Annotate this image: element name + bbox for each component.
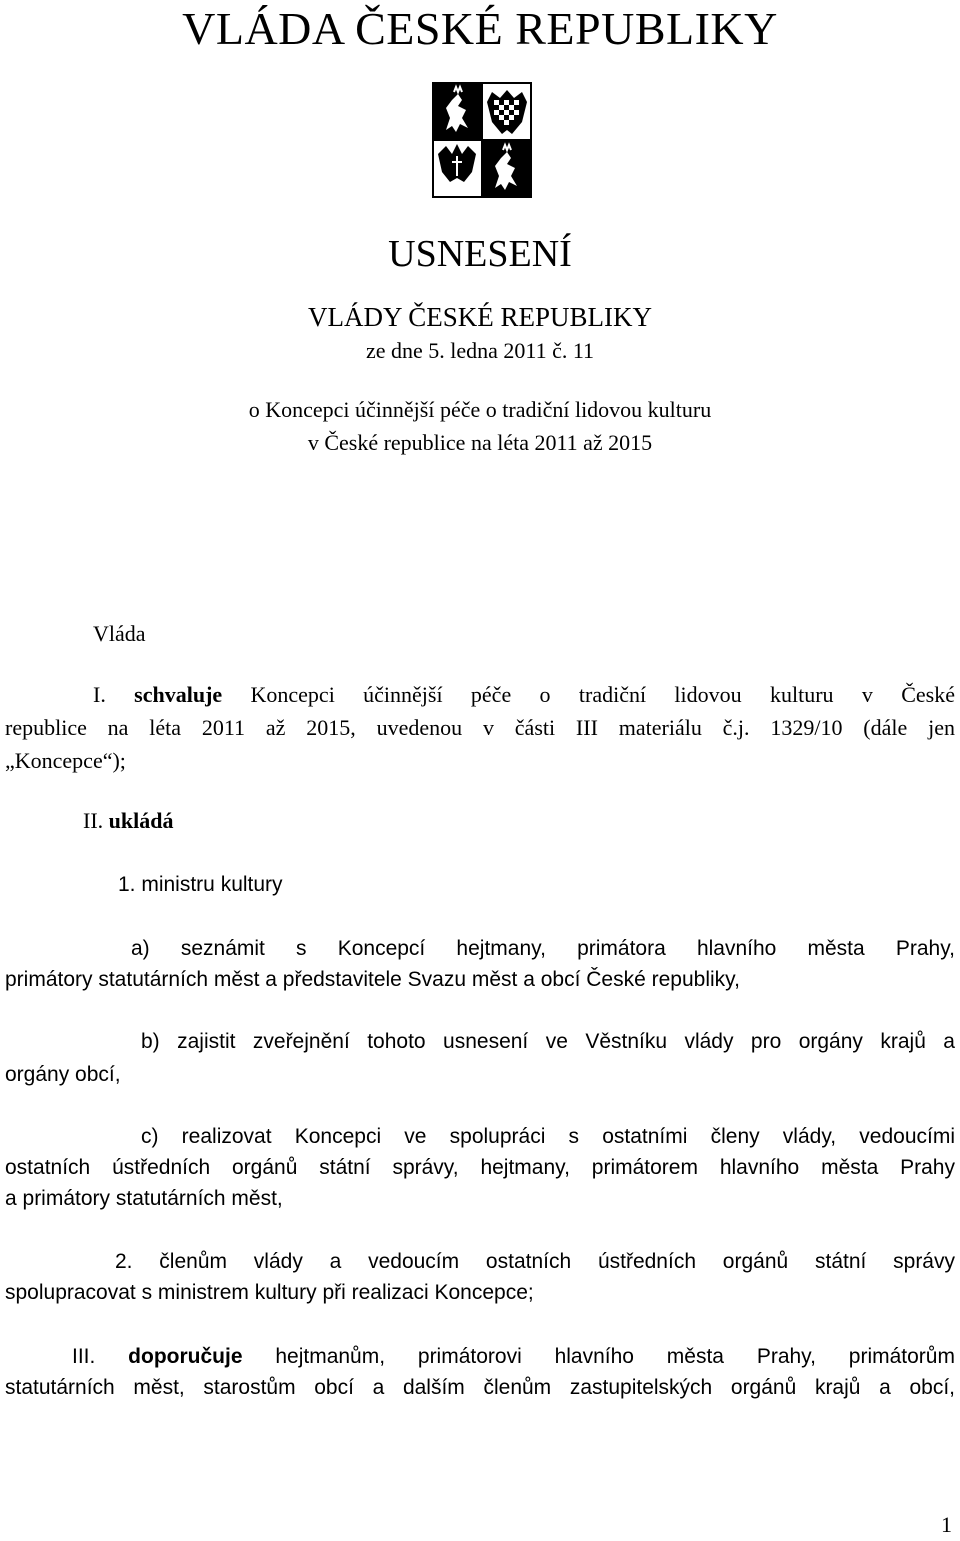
section-ii-c-line-1: c) realizovat Koncepci ve spolupráci s ostatními členy vlády, vedoucími xyxy=(141,1125,955,1148)
section-ii-b-line-1: b) zajistit zveřejnění tohoto usnesení ve Věstníku vlády pro orgány krajů a xyxy=(141,1030,955,1053)
section-ii-item-2-line-2: spolupracovat s ministrem kultury při realizaci Koncepce; xyxy=(5,1281,534,1304)
section-ii-c-line-2: ostatních ústředních orgánů státní správy, hejtmany, primátorem hlavního města Prahy xyxy=(5,1156,955,1179)
section-i-line-1 xyxy=(93,682,955,708)
resolution-date-line: ze dne 5. ledna 2011 č. 11 xyxy=(365,338,595,363)
section-ii-item-2-line-1: 2. členům vlády a vedoucím ostatních ústředních orgánů státní správy xyxy=(115,1250,955,1273)
page-number: 1 xyxy=(941,1512,952,1537)
section-ii-c-line-3: a primátory statutárních měst, xyxy=(5,1187,283,1210)
section-iii-verb: doporučuje xyxy=(128,1345,243,1368)
section-iii-line-1 xyxy=(72,1345,955,1369)
section-i-number: I. xyxy=(93,682,106,707)
government-title: VLÁDA ČESKÉ REPUBLIKY xyxy=(182,3,778,54)
section-iii-number: III. xyxy=(72,1345,96,1368)
section-ii-item-1: 1. ministru kultury xyxy=(118,873,283,896)
section-ii-verb: ukládá xyxy=(108,808,174,833)
resolution-issuer: VLÁDY ČESKÉ REPUBLIKY xyxy=(308,302,652,332)
section-ii-heading xyxy=(83,808,173,834)
section-iii-line-2: statutárních měst, starostům obcí a dalším členům zastupitelských orgánů krajů a obcí, xyxy=(5,1376,955,1399)
section-ii-b-line-2: orgány obcí, xyxy=(5,1063,121,1086)
section-iii-text-1: hejtmanům, primátorovi hlavního města Prahy, primátorům xyxy=(275,1345,955,1368)
section-ii-a-line-2: primátory statutárních měst a představitele Svazu měst a obcí České republiky, xyxy=(5,968,740,991)
resolution-title: USNESENÍ xyxy=(388,233,572,275)
section-ii-a-line-1: a) seznámit s Koncepcí hejtmany, primátora hlavního města Prahy, xyxy=(131,937,955,960)
section-ii-number: II. xyxy=(83,808,104,833)
resolution-subject-line-2: v České republice na léta 2011 až 2015 xyxy=(307,430,653,455)
section-i-text-1: Koncepci účinnější péče o tradiční lidovou kulturu v České xyxy=(250,682,956,707)
section-i-verb: schvaluje xyxy=(134,682,223,707)
coat-of-arms-emblem xyxy=(432,82,532,198)
resolution-subject-line-1: o Koncepci účinnější péče o tradiční lidovou kulturu xyxy=(248,397,712,422)
vlada-label: Vláda xyxy=(93,621,146,646)
section-i-line-3: „Koncepce“); xyxy=(5,748,126,773)
section-i-line-2: republice na léta 2011 až 2015, uvedenou v části III materiálu č.j. 1329/10 (dále jen xyxy=(5,715,955,740)
